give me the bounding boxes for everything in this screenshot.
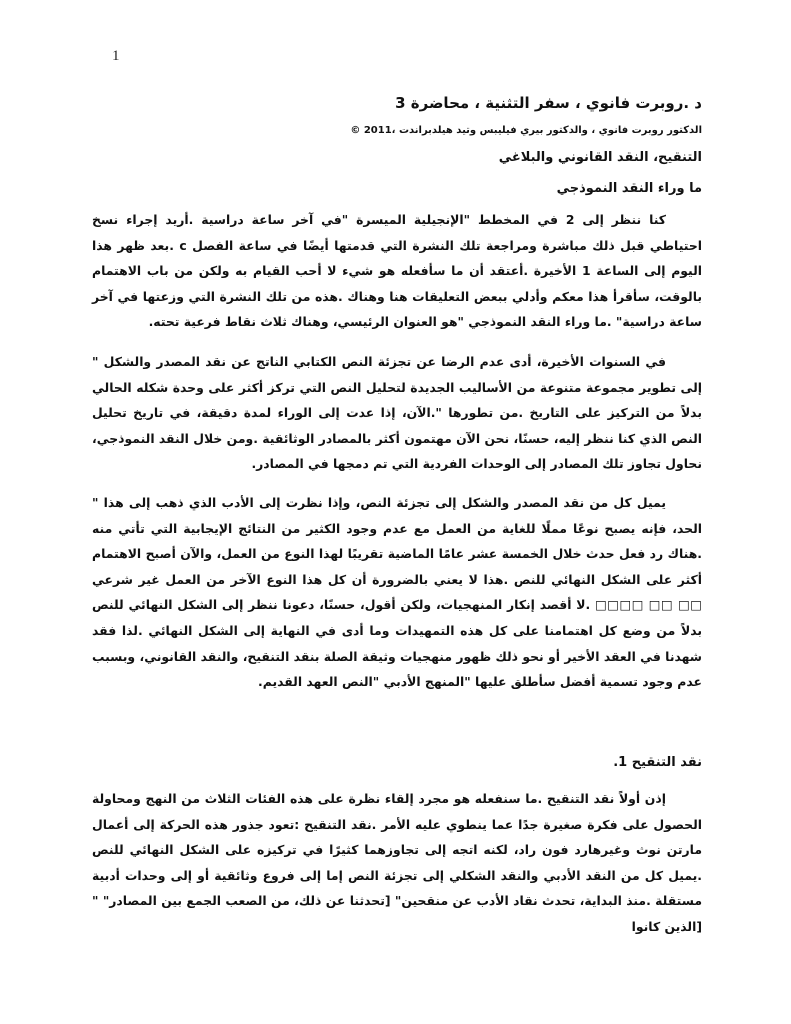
paragraph-redaction-criticism — [92, 786, 702, 940]
heading-redaction-canonical-rhetorical: التنقيح، النقد القانوني والبلاغي — [498, 150, 702, 165]
paragraph-intro — [92, 207, 702, 335]
paragraph-recent-years — [92, 349, 702, 477]
lecture-title: د .روبرت فانوي ، سفر التثنية ، محاضرة 3 — [395, 94, 702, 112]
section-heading-redaction-criticism: نقد التنقيح 1. — [613, 755, 702, 770]
paragraph-fragmentation — [92, 490, 702, 695]
copyright-byline: الدكتور روبرت فانوي ، والدكتور بيري فيليبس وتيد هيلدبراندت ،2011 © — [350, 125, 702, 136]
heading-beyond-form-criticism: ما وراء النقد النموذجي — [556, 181, 702, 196]
paragraph-fragmentation-text: يميل كل من نقد المصدر والشكل إلى تجزئة النص، وإذا نظرت إلى الأدب الذي ذهب إلى هذا " الحد، فإنه يصبح نوعًا مملًا للغاية من العمل مع عدم وجود الكثير من النتائج الإيجابية التي تأتي منه .هناك رد فعل حدث خلال الخمسة عشر عامًا الماضية تقريبًا لهذا النوع من العمل، والآن أصبح الاهتمام أكثر على الشكل النهائي للنص .هذا لا يعني بالضرورة أن كل هذا النوع الآخر من العمل غير شرعي □□ □□ □□□□ .لا أقصد إنكار المنهجيات، ولكن أقول، حسنًا، دعونا ننظر إلى الشكل النهائي للنص بدلاً من وضع كل اهتمامنا على كل هذه التمهيدات وما أدى في النهاية إلى الشكل النهائي .لذا فقد شهدنا في العقد الأخير أو نحو ذلك ظهور منهجيات وثيقة الصلة بنقد التنقيح، والنقد القانوني، وبسبب عدم وجود تسمية أفضل سأطلق عليها "المنهج الأدبي "النص العهد القديم. — [92, 495, 702, 690]
paragraph-recent-years-text: في السنوات الأخيرة، أدى عدم الرضا عن تجزئة النص الكتابي الناتج عن نقد المصدر والشكل " إلى تطوير مجموعة متنوعة من الأساليب الجديدة لتحليل النص التي تركز أكثر على وحدة شكله الحالي بدلاً من التركيز على التاريخ .من تطورها ".الآن، إذا عدت إلى الوراء لمدة دقيقة، في تاريخ تحليل النص الذي كنا ننظر إليه، حسنًا، نحن الآن مهتمون أكثر بالمصادر الوثائقية .ومن خلال النقد النموذجي، نحاول تجاوز تلك المصادر إلى الوحدات الفردية التي تم دمجها في المصادر. — [92, 354, 702, 472]
paragraph-intro-text: كنا ننظر إلى 2 في المخطط "الإنجيلية الميسرة "في آخر ساعة دراسية .أريد إجراء نسخ احتياطي قبل ذلك مباشرة ومراجعة تلك النشرة التي قدمتها أيضًا في ساعة الفصل c .بعد ظهر هذا اليوم إلى الساعة 1 الأخيرة .أعتقد أن ما سأفعله هو شيء لا أحب القيام به ولكن من باب الاهتمام بالوقت، سأقرأ هذا معكم وأدلي ببعض التعليقات هنا وهناك .هذه من تلك النشرة التي وزعتها في آخر ساعة دراسية" .ما وراء النقد النموذجي "هو العنوان الرئيسي، وهناك ثلاث نقاط فرعية تحته. — [92, 212, 702, 330]
paragraph-redaction-criticism-text: إذن أولاً نقد التنقيح .ما سنفعله هو مجرد إلقاء نظرة على هذه الفئات الثلاث من النهج ومحاولة الحصول على فكرة صغيرة جدًا عما ينطوي عليه الأمر .نقد التنقيح :تعود جذور هذه الحركة إلى أعمال مارتن نوث وغيرهارد فون راد، لكنه اتجه إلى تجاوزهما كثيرًا في تركيزه على الشكل النهائي للنص .يميل كل من النقد الأدبي والنقد الشكلي إلى تجزئة النص إما إلى فروع وثائقية أو إلى وحدات أدبية مستقلة .منذ البداية، تحدث نقاد الأدب عن منقحين" [تحدثنا عن ذلك، من الصعب الجمع بين المصادر" "[الذين كانوا — [92, 791, 702, 934]
page-number: 1 — [112, 48, 120, 64]
